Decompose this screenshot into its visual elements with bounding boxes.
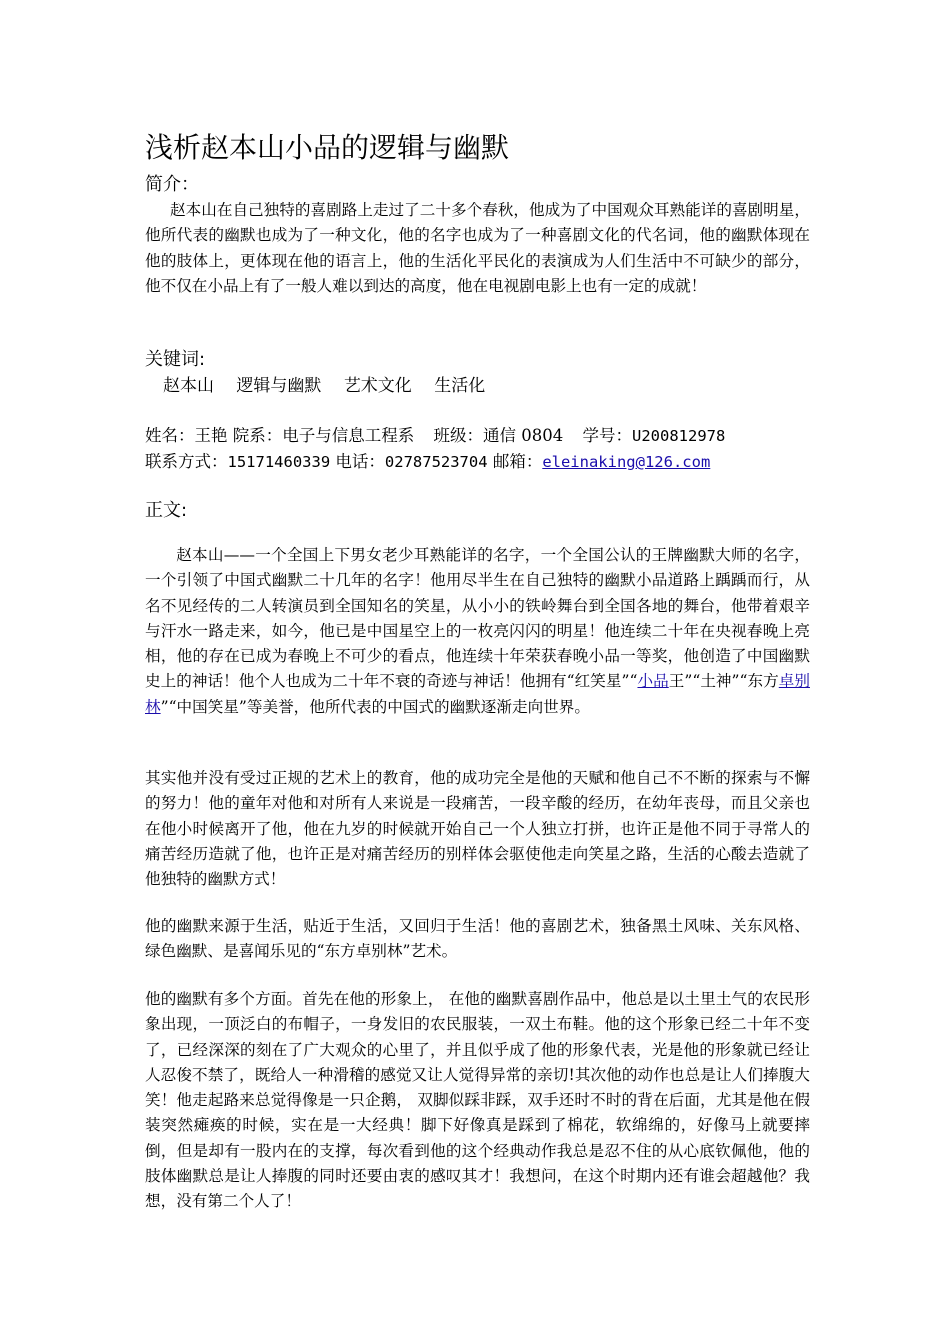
- xiaopin-link[interactable]: 小品: [637, 672, 669, 691]
- body-paragraph-4: 他的幽默有多个方面。首先在他的形象上， 在他的幽默喜剧作品中，他总是以土里土气的农民形象出现，一顶泛白的布帽子，一身发旧的农民服装，一双土布鞋。他的这个形象已经二十年不变了，已经深深的刻在了广大观众的心里了，并且似乎成了他的形象代表，光是他的形象就已经让人忍俊不禁了，既给人一种滑稽的感觉又让人觉得异常的亲切!其次他的动作也总是让人们捧腹大笑！他走起路来总觉得像是一只企鹅， 双脚似踩非踩，双手还时不时的背在后面，尤其是他在假装突然瘫痪的时候，实在是一大经典！脚下好像真是踩到了棉花，软绵绵的，好像马上就要摔倒，但是却有一股内在的支撑，每次看到他的这个经典动作我总是忍不住的从心底钦佩他，他的肢体幽默总是让人捧腹的同时还要由衷的感叹其才！我想问，在这个时期内还有谁会超越他？我想，没有第二个人了！: [145, 990, 810, 1211]
- keyword: 生活化: [434, 376, 486, 396]
- keywords-heading: 关键词:: [145, 349, 206, 370]
- id-value: U200812978: [632, 427, 726, 445]
- class-label: 班级：: [433, 426, 483, 445]
- paragraph-text: 赵本山——一个全国上下男女老少耳熟能详的名字，一个全国公认的王牌幽默大师的名字，一个引领了中国式幽默二十几年的名字！他用尽半生在自己独特的幽默小品道路上踽踽而行，从名不见经传的二人转演员到全国知名的笑星，从小小的铁岭舞台到全国各地的舞台，他带着艰辛与汗水一路走来，如今，他已是中国星空上的一枚亮闪闪的明星！他连续二十年在央视春晚上亮相，他的存在已成为春晚上不可少的看点，他连续十年荣获春晚小品一等奖，他创造了中国幽默史上的神话！他个人也成为二十年不衰的奇迹与神话！他拥有“红笑星”“: [145, 546, 810, 691]
- dept-label: 院系：: [232, 426, 283, 445]
- phone-value: 02787523704: [384, 453, 488, 471]
- body-paragraph-3: 他的幽默来源于生活，贴近于生活，又回归于生活！他的喜剧艺术，独备黑土风味、关东风格、绿色幽默、是喜闻乐见的“东方卓别林”艺术。: [145, 917, 810, 961]
- chaplin-link[interactable]: 卓别林: [145, 672, 810, 716]
- document-title: 浅析赵本山小品的逻辑与幽默: [145, 131, 510, 164]
- paragraph-text: 王”“土神”“东方: [668, 672, 779, 691]
- body-paragraph-2: 其实他并没有受过正规的艺术上的教育，他的成功完全是他的天赋和他自己不不断的探索与不懈的努力！他的童年对他和对所有人来说是一段痛苦，一段辛酸的经历，在幼年丧母，而且父亲也在他小时候离开了他，他在九岁的时候就开始自己一个人独立打拼，也许正是他不同于寻常人的痛苦经历造就了他，也许正是对痛苦经历的别样体会驱使他走向笑星之路，生活的心酸去造就了他独特的幽默方式！: [145, 769, 810, 889]
- keyword: 艺术文化: [343, 376, 412, 396]
- phone-label: 电话：: [335, 452, 385, 471]
- email-label: 邮箱：: [492, 452, 543, 471]
- contact-info-line: [145, 450, 710, 474]
- keywords-list: [163, 374, 502, 398]
- intro-paragraph: 赵本山在自己独特的喜剧路上走过了二十多个春秋，他成为了中国观众耳熟能详的喜剧明星，他所代表的幽默也成为了一种文化，他的名字也成为了一种喜剧文化的代名词，他的幽默体现在他的肢体上，更体现在他的语言上，他的生活化平民化的表演成为人们生活中不可缺少的部分，他不仅在小品上有了一般人难以到达的高度，他在电视剧电影上也有一定的成就！: [145, 201, 810, 295]
- intro-heading: 简介：: [145, 174, 199, 195]
- body-heading: 正文:: [145, 500, 188, 521]
- id-label: 学号：: [582, 426, 632, 445]
- keyword: 赵本山: [163, 376, 214, 396]
- dept-value: 电子与信息工程系: [282, 426, 415, 445]
- class-value: 通信 0804: [483, 426, 564, 445]
- keyword: 逻辑与幽默: [236, 376, 322, 396]
- author-info-line: [145, 424, 725, 448]
- contact-label: 联系方式：: [145, 452, 228, 471]
- contact-value: 15171460339: [227, 453, 331, 471]
- name-label: 姓名：: [145, 426, 195, 445]
- name-value: 王艳: [194, 426, 228, 445]
- email-link[interactable]: eleinaking@126.com: [542, 453, 711, 471]
- paragraph-text: ”“中国笑星”等美誉，他所代表的中国式的幽默逐渐走向世界。: [160, 697, 590, 716]
- body-paragraph-1: [145, 543, 810, 720]
